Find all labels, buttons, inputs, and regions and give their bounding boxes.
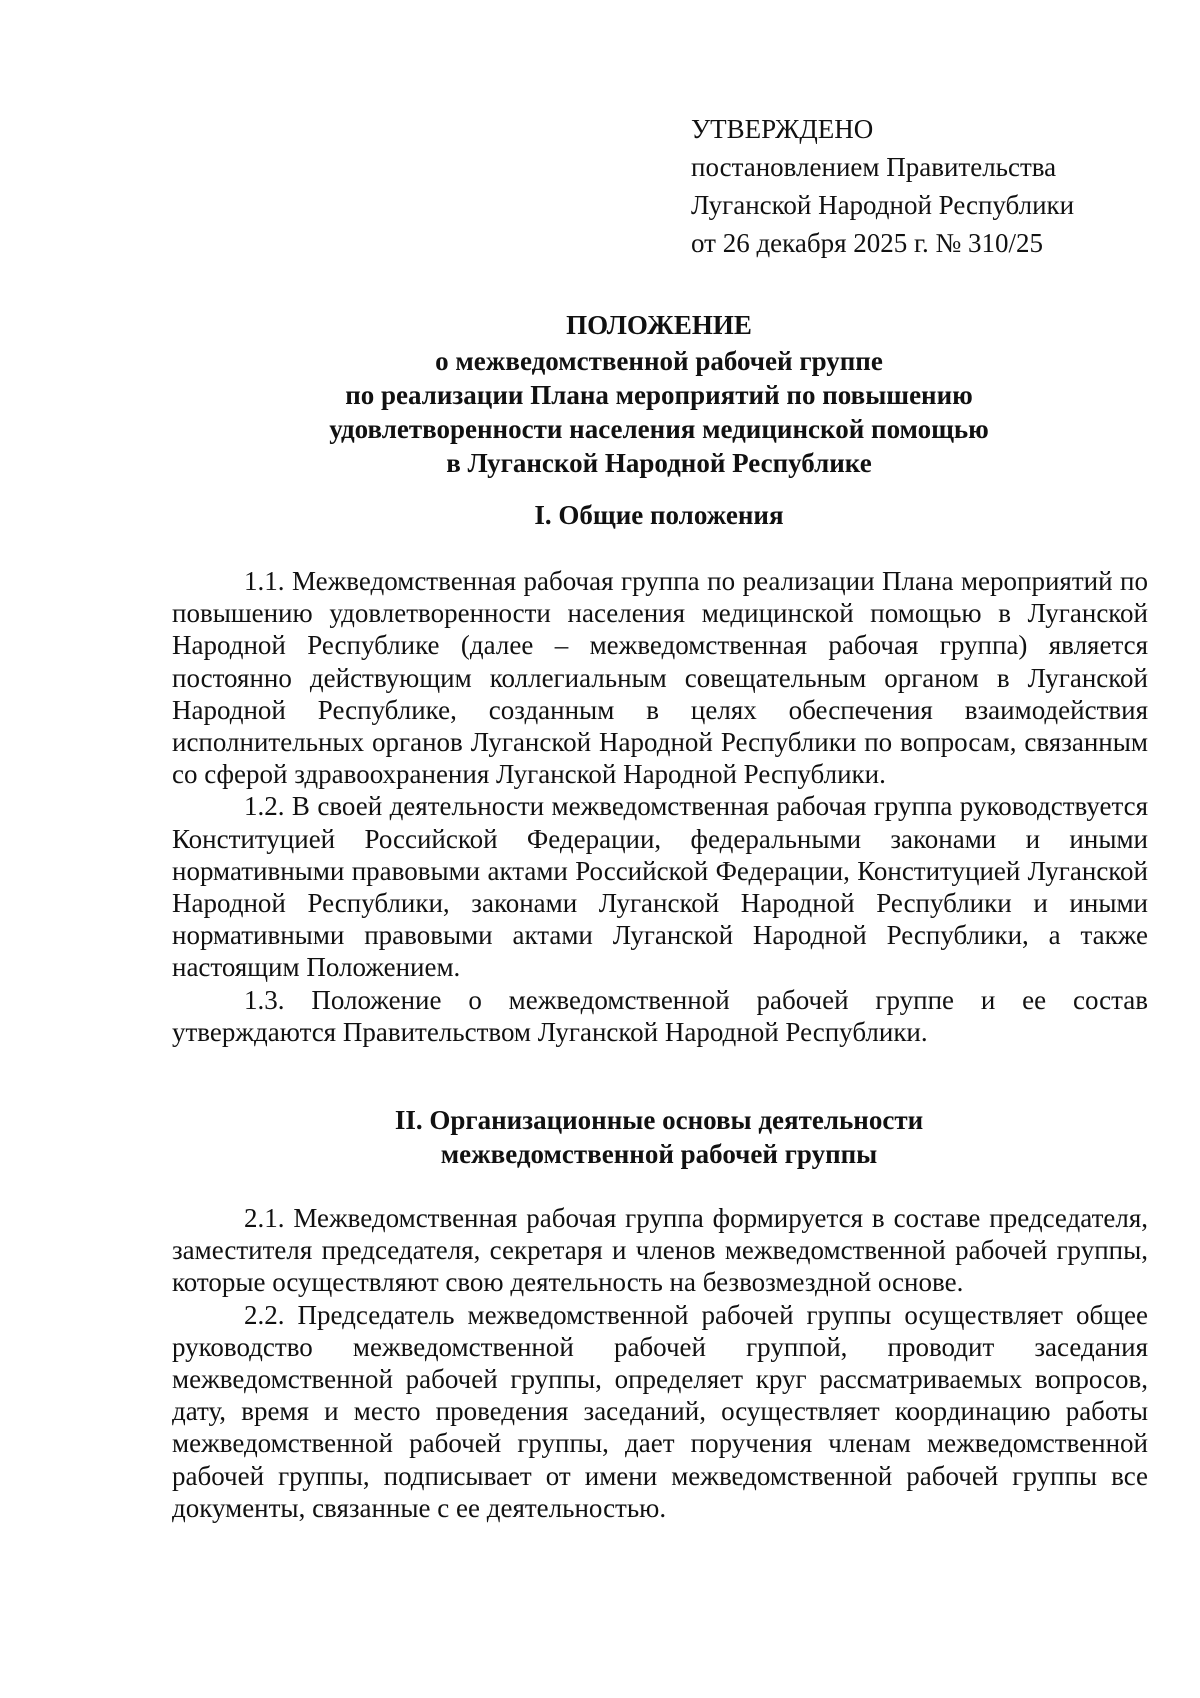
title-line: удовлетворенности населения медицинской помощью (329, 414, 989, 444)
section-2-heading-line: II. Организационные основы деятельности (394, 1105, 924, 1135)
section-2-body (172, 1202, 1148, 1524)
section-2-heading-line: межведомственной рабочей группы (440, 1139, 878, 1169)
document-title (170, 306, 1148, 480)
approval-stamp (691, 110, 1074, 262)
section-1-heading: I. Общие положения (534, 500, 784, 530)
paragraph-1-1: 1.1. Межведомственная рабочая группа по реализации Плана мероприятий по повышению удовлетворенности населения медицинской помощью в Луганской Народной Республике (далее – межведомственная рабочая группа) является постоянно действующим коллегиальным совещательным органом в Луганской Народной Республике, созданным в целях обеспечения взаимодействия исполнительных органов Луганской Народной Республики по вопросам, связанным со сферой здравоохранения Луганской Народной Республики. (172, 566, 1148, 790)
approval-line: Луганской Народной Республики (691, 190, 1075, 220)
title-line: в Луганской Народной Республике (446, 448, 872, 478)
section-2-heading (170, 1103, 1148, 1171)
title-line: по реализации Плана мероприятий по повышению (345, 380, 973, 410)
title-main: ПОЛОЖЕНИЕ (566, 310, 752, 340)
approval-line: постановлением Правительства (691, 152, 1057, 182)
section-1-body (172, 565, 1148, 1048)
paragraph-2-2: 2.2. Председатель межведомственной рабочей группы осуществляет общее руководство межведомственной рабочей группой, проводит заседания межведомственной рабочей группы, определяет круг рассматриваемых вопросов, дату, время и место проведения заседаний, осуществляет координацию работы межведомственной рабочей группы, дает поручения членам межведомственной рабочей группы, подписывает от имени межведомственной рабочей группы все документы, связанные с ее деятельностью. (172, 1299, 1148, 1523)
paragraph-1-2: 1.2. В своей деятельности межведомственная рабочая группа руководствуется Конституцией Российской Федерации, федеральными законами и иными нормативными правовыми актами Российской Федерации, Конституцией Луганской Народной Республики, законами Луганской Народной Республики и иными нормативными правовыми актами Луганской Народной Республики, а также настоящим Положением. (172, 791, 1148, 983)
approval-heading: УТВЕРЖДЕНО (691, 114, 874, 144)
title-line: о межведомственной рабочей группе (435, 346, 883, 376)
paragraph-1-3: 1.3. Положение о межведомственной рабочей группе и ее состав утверждаются Правительством Луганской Народной Республики. (172, 984, 1148, 1047)
approval-date-number: от 26 декабря 2025 г. № 310/25 (691, 228, 1044, 258)
paragraph-2-1: 2.1. Межведомственная рабочая группа формируется в составе председателя, заместителя председателя, секретаря и членов межведомственной рабочей группы, которые осуществляют свою деятельность на безвозмездной основе. (172, 1203, 1148, 1298)
